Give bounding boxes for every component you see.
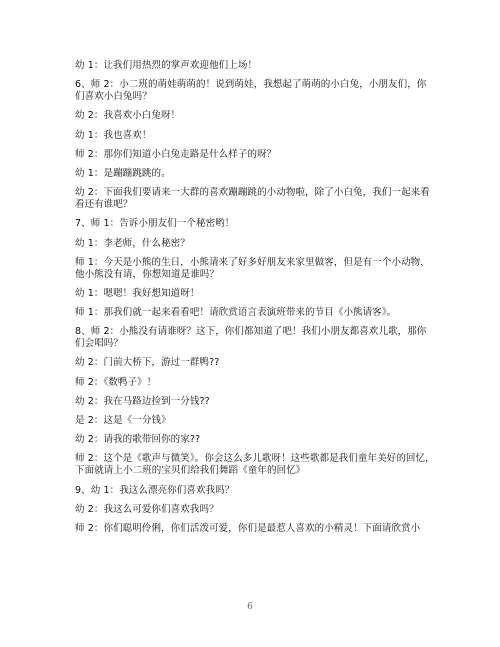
paragraph-2: 6、师 2：小二班的萌娃萌萌的！说到萌娃，我想起了萌萌的小白兔，小朋友们，你们喜欢小白兔吗？ (75, 79, 427, 103)
paragraph-20: 9、幼 1：我这么漂亮你们喜欢我吗？ (75, 484, 235, 496)
paragraph-3: 幼 2：我喜欢小白兔呀！ (75, 110, 181, 122)
paragraph-4: 幼 1：我也喜欢！ (75, 129, 152, 141)
paragraph-6: 幼 1：是蹦蹦跳跳的。 (75, 167, 171, 179)
paragraph-14: 幼 2：门前大桥下，游过一群鸭?? (75, 357, 220, 369)
paragraph-9: 幼 1：李老师，什么秘密？ (75, 237, 190, 249)
paragraph-21: 幼 2：我这么可爱你们喜欢我吗？ (75, 503, 219, 515)
paragraph-16: 幼 2：我在马路边捡到一分钱?? (75, 395, 210, 407)
paragraph-1: 幼 1：让我们用热烈的掌声欢迎他们上场！ (75, 60, 258, 71)
paragraph-22: 师 2：你们聪明伶俐，你们活泼可爱，你们是最惹人喜欢的小精灵！下面请欣赏小 (75, 522, 421, 534)
paragraph-18: 幼 2：请我的歌带回你的家?? (75, 434, 201, 446)
paragraph-8: 7、师 1：告诉小朋友们一个秘密哟！ (75, 218, 235, 230)
paragraph-15: 师 2：《数鸭子》！ (75, 376, 157, 388)
paragraph-7: 幼 2：下面我们要请来一大群的喜欢蹦蹦跳的小动物啦，除了小白兔，我们一起来看看还有谁吧？ (75, 187, 430, 211)
paragraph-13: 8、师 2：小熊没有请谁呀？这下，你们都知道了吧！我们小朋友都喜欢儿歌，那你们会唱吗？ (75, 326, 427, 350)
document-body (75, 60, 435, 542)
page-number: 6 (247, 602, 253, 612)
paragraph-17: 是 2：这是《一分钱》 (75, 415, 171, 426)
paragraph-12: 师 1：那我们就一起来看看吧！请欣赏语言表演班带来的节目《小熊请客》。 (75, 307, 397, 319)
paragraph-11: 幼 1：嗯嗯！我好想知道呀！ (75, 287, 200, 299)
paragraph-19: 师 2：这个是《歌声与微笑》。你会这么多儿歌呀！这些歌都是我们童年美好的回忆，下面就请上小二班的宝贝们给我们舞蹈《童年的回忆》 (75, 453, 435, 477)
paragraph-5: 师 2：那你们知道小白兔走路是什么样子的呀？ (75, 148, 277, 160)
paragraph-10: 师 1：今天是小熊的生日，小熊请来了好多好朋友来家里做客，但是有一个小动物，他小熊没有请，你想知道是谁吗？ (75, 256, 430, 280)
